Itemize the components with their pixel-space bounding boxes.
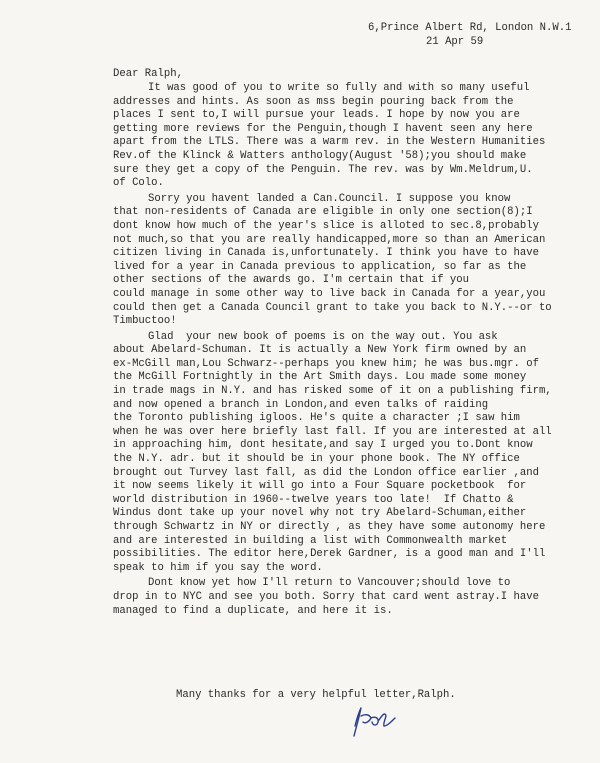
salutation: Dear Ralph,	[113, 68, 183, 80]
text-line: other sections of the awards go. I'm certain that if you	[113, 274, 470, 287]
text-line: It was good of you to write so fully and with so many useful	[148, 82, 530, 94]
text-line: brought out Turvey last fall, as did the London office earlier ,and	[113, 466, 539, 479]
text-line: in approaching him, dont hesitate,and say I urged you to.Dont know	[113, 439, 533, 452]
text-line: getting more reviews for the Penguin,though I havent seen any here	[113, 122, 533, 135]
paragraph-3	[113, 331, 598, 576]
handwritten-signature	[345, 700, 405, 740]
text-line: drop in to NYC and see you both. Sorry that card went astray.I have	[113, 590, 539, 603]
letter-body	[113, 82, 598, 620]
text-line: Windus dont take up your novel why not try Abelard-Schuman,either	[113, 507, 527, 520]
text-line: addresses and hints. As soon as mss begin pouring back from the	[113, 95, 514, 108]
paragraph-4	[113, 577, 598, 618]
text-line: speak to him if you say the word.	[113, 561, 323, 574]
text-line: world distribution in 1960--twelve years too late! If Chatto &	[113, 493, 514, 506]
text-line: managed to find a duplicate, and here it is.	[113, 604, 393, 617]
text-line: Rev.of the Klinck & Watters anthology(August '58);you should make	[113, 149, 527, 162]
text-line: apart from the LTLS. There was a warm rev. in the Western Humanities	[113, 136, 546, 149]
text-line: Sorry you havent landed a Can.Council. I suppose you know	[148, 192, 511, 205]
paragraph-1	[113, 82, 598, 191]
text-line: could then get a Canada Council grant to take you back to N.Y.--or to	[113, 301, 552, 314]
paragraph-2	[113, 193, 598, 329]
text-line: Dont know yet how I'll return to Vancouver;should love to	[148, 577, 511, 590]
text-line: dont know how much of the year's slice is alloted to sec.8,probably	[113, 219, 539, 232]
text-line: sure they get a copy of the Penguin. The rev. was by Wm.Meldrum,U.	[113, 163, 533, 176]
text-line: Timbuctoo!	[113, 315, 177, 328]
text-line: possibilities. The editor here,Derek Gardner, is a good man and I'll	[113, 548, 546, 561]
letter-header	[368, 22, 598, 49]
text-line: of Colo.	[113, 177, 164, 190]
text-line: Glad your new book of poems is on the way out. You ask	[148, 330, 498, 343]
text-line: ex-McGill man,Lou Schwarz--perhaps you knew him; he was bus.mgr. of	[113, 357, 539, 370]
text-line: in trade mags in N.Y. and has risked some of it on a publishing firm,	[113, 385, 552, 398]
text-line: the N.Y. adr. but it should be in your phone book. The NY office	[113, 453, 520, 466]
text-line: and now opened a branch in London,and even talks of raiding	[113, 398, 489, 411]
text-line: the Toronto publishing igloos. He's quite a character ;I saw him	[113, 412, 520, 425]
text-line: not much,so that you are really handicapped,more so than an American	[113, 233, 546, 246]
closing-line: Many thanks for a very helpful letter,Ralph.	[176, 689, 456, 701]
signature-stroke	[354, 708, 395, 736]
text-line: lived for a year in Canada previous to application, so far as the	[113, 260, 527, 273]
sender-address: 6,Prince Albert Rd, London N.W.1	[368, 22, 572, 34]
text-line: that non-residents of Canada are eligible in only one section(8);I	[113, 206, 533, 219]
text-line: citizen living in Canada is,unfortunately. I think you have to have	[113, 247, 539, 260]
text-line: about Abelard-Schuman. It is actually a New York firm owned by an	[113, 344, 527, 357]
text-line: places I sent to,I will pursue your leads. I hope by now you are	[113, 109, 520, 122]
text-line: it now seems likely it will go into a Four Square pocketbook for	[113, 480, 527, 493]
text-line: through Schwartz in NY or directly , as they have some autonomy here	[113, 521, 546, 533]
text-line: and are interested in building a list with Commonwealth market	[113, 534, 508, 547]
text-line: the McGill Fortnightly in the Art Smith days. Lou made some money	[113, 371, 527, 384]
text-line: when he was over here briefly last fall. If you are interested at all	[113, 425, 552, 438]
text-line: could manage in some other way to live back in Canada for a year,you	[113, 287, 546, 300]
letter-date: 21 Apr 59	[426, 35, 484, 48]
